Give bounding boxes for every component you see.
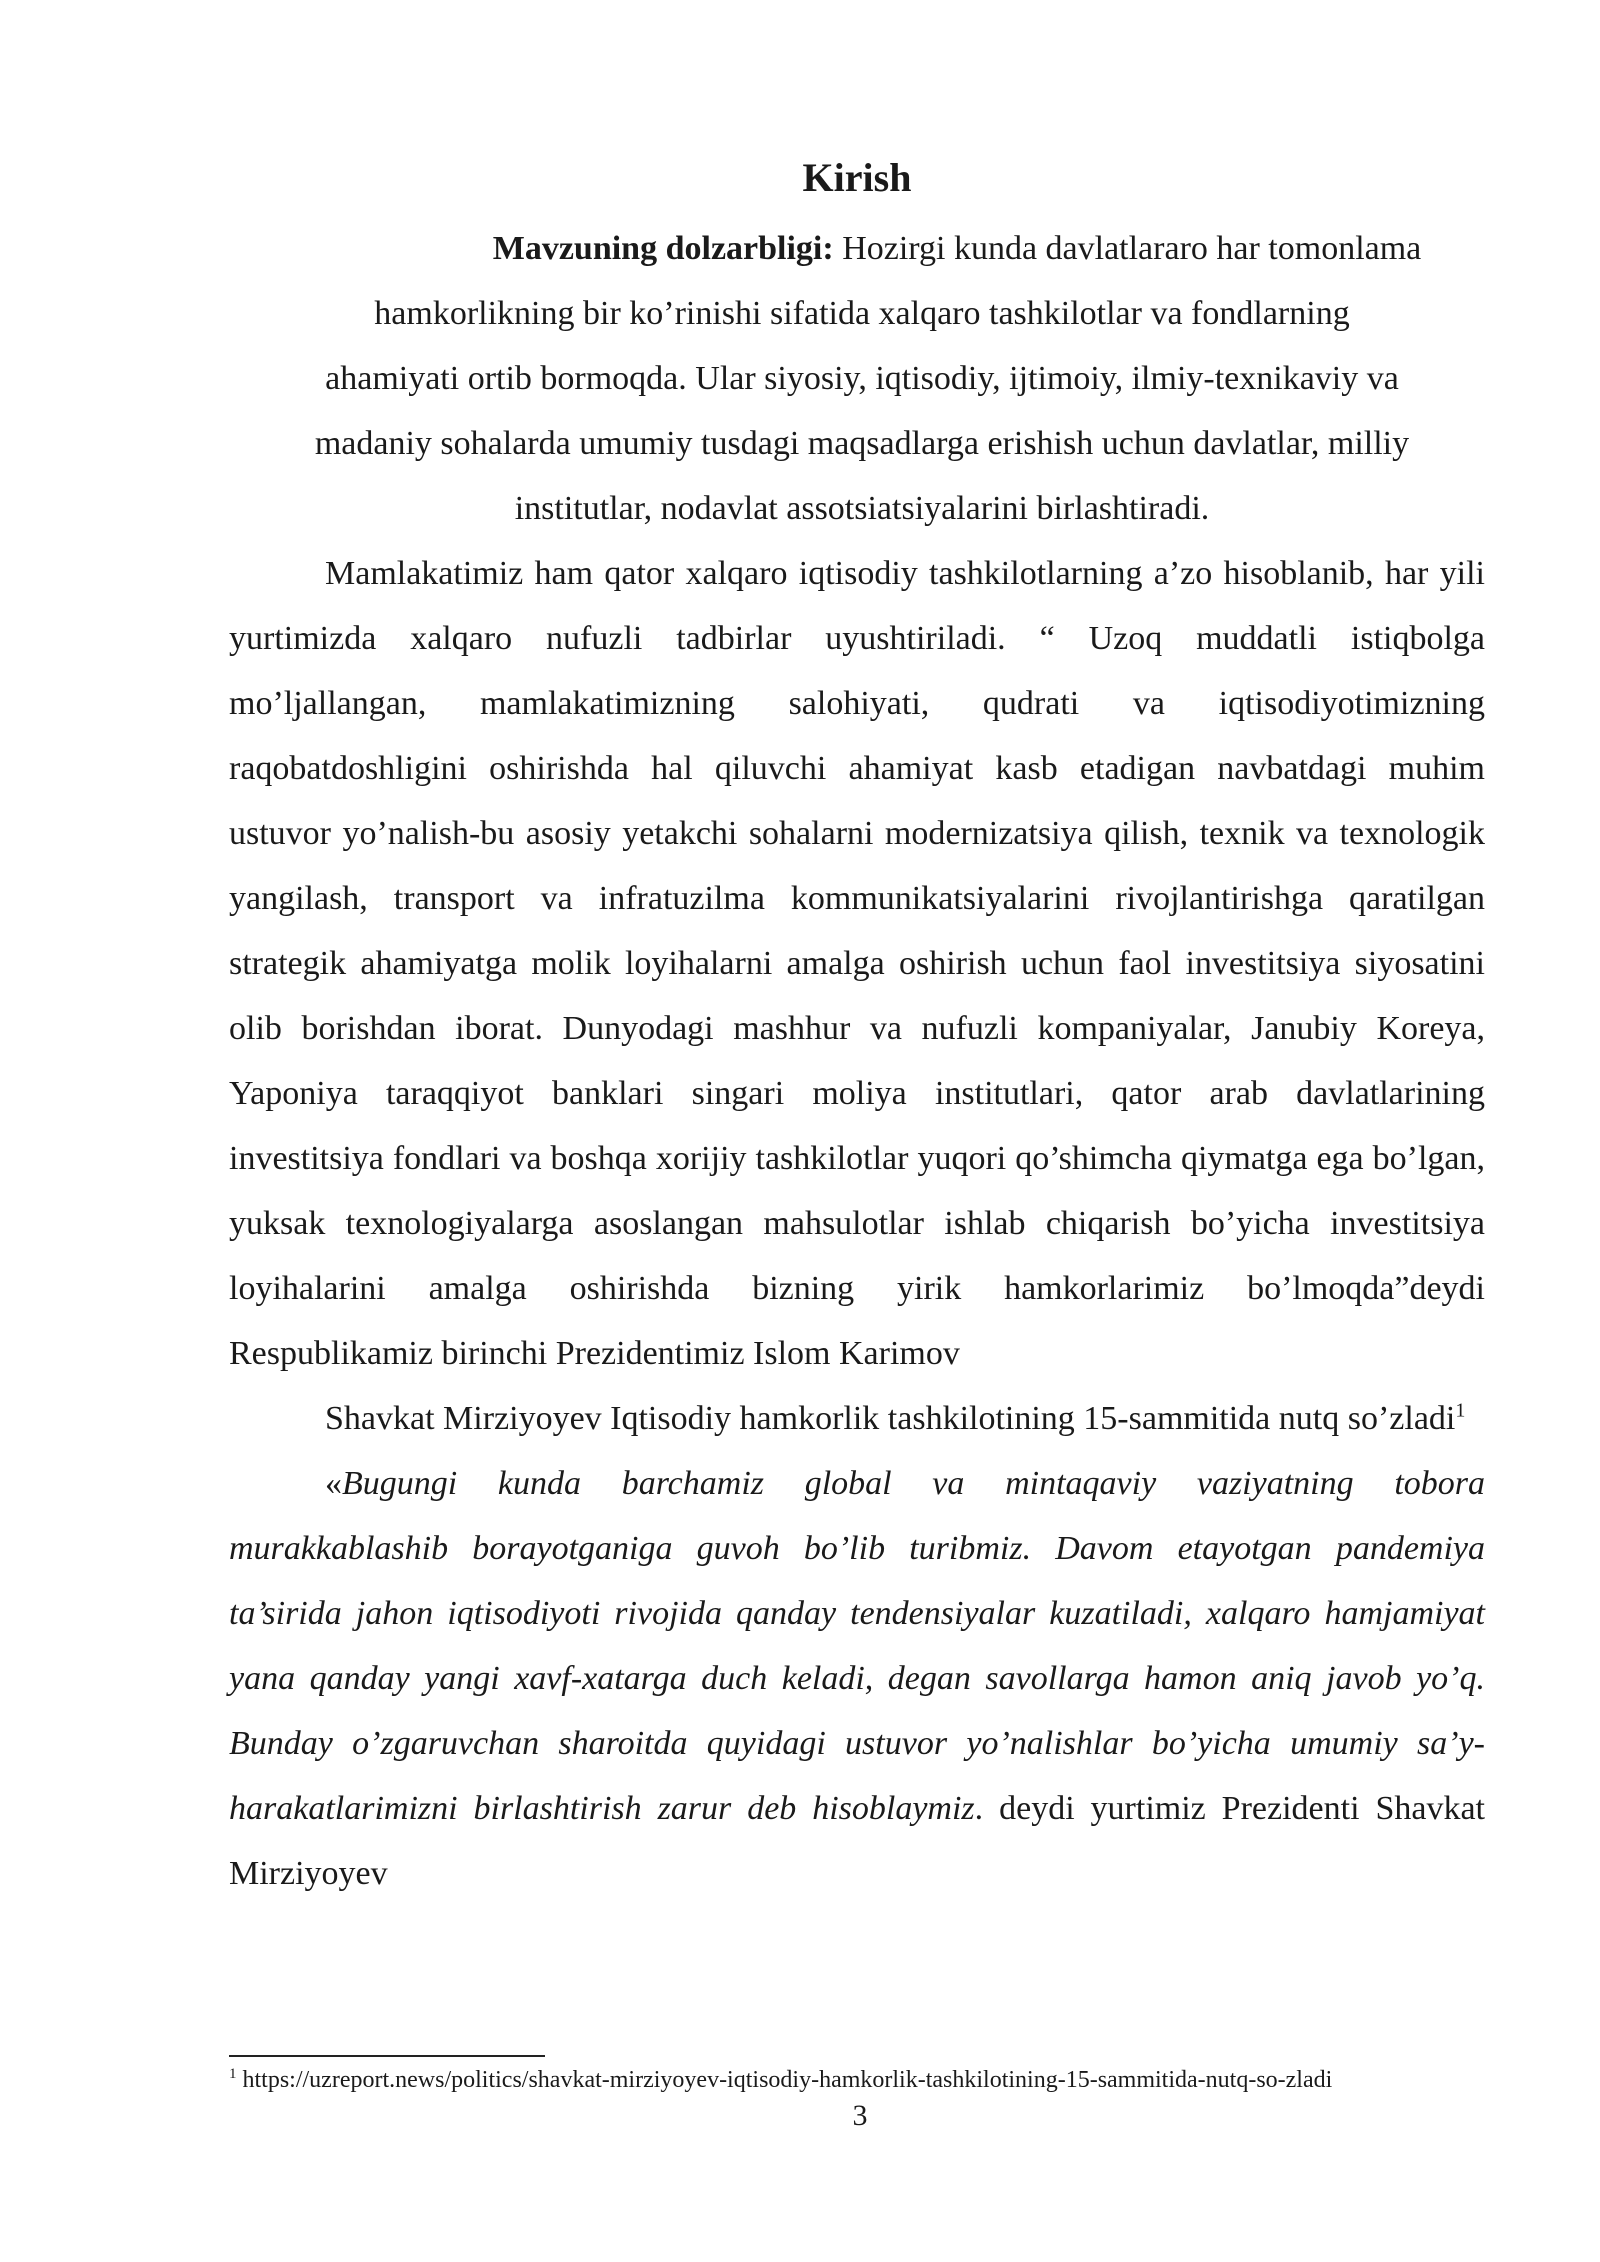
intro-lead: Mavzuning dolzarbligi: <box>492 230 834 267</box>
intro-line-2: hamkorlikning bir ko’rinishi sifatida xalqaro tashkilotlar va fondlarning <box>374 295 1350 332</box>
paragraph-karimov-quote: Mamlakatimiz ham qator xalqaro iqtisodiy tashkilotlarning a’zo hisoblanib, har yili yurtimizda xalqaro nufuzli tadbirlar uyushtiriladi. “ Uzoq muddatli istiqbolga mo’ljallangan, mamlakatimizning salohiyati, qudrati va iqtisodiyotimizning raqobatdoshligini oshirishda hal qiluvchi ahamiyat kasb etadigan navbatdagi muhim ustuvor yo’nalish-bu asosiy yetakchi sohalarni modernizatsiya qilish, texnik va texnologik yangilash, transport va infratuzilma kommunikatsiyalarini rivojlantirishga qaratilgan strategik ahamiyatga molik loyihalarni amalga oshirish uchun faol investitsiya siyosatini olib borishdan iborat. Dunyodagi mashhur va nufuzli kompaniyalar, Janubiy Koreya, Yaponiya taraqqiyot banklari singari moliya institutlari, qator arab davlatlarining investitsiya fondlari va boshqa xorijiy tashkilotlar yuqori qo’shimcha qiymatga ega bo’lgan, yuksak texnologiyalarga asoslangan mahsulotlar ishlab chiqarish bo’yicha investitsiya loyihalarini amalga oshirishda bizning yirik hamkorlarimiz bo’lmoqda”deydi Respublikamiz birinchi Prezidentimiz Islom Karimov <box>229 555 1485 1372</box>
footnote-reference[interactable]: 1 <box>1455 1399 1466 1422</box>
paragraph-summit <box>229 1386 1485 1451</box>
intro-block <box>229 216 1485 541</box>
footnote-separator <box>229 2055 545 2057</box>
intro-line-5: institutlar, nodavlat assotsiatsiyalarini birlashtiradi. <box>514 490 1210 527</box>
document-page <box>229 140 1485 1906</box>
intro-line-3: ahamiyati ortib bormoqda. Ular siyosiy, iqtisodiy, ijtimoiy, ilmiy-texnikaviy va <box>325 360 1399 397</box>
quote-open-mark: « <box>325 1465 342 1502</box>
footnote-link[interactable]: https://uzreport.news/politics/shavkat-mirziyoyev-iqtisodiy-hamkorlik-tashkilotining-15-sammitida-nutq-so-zladi <box>236 2067 1333 2093</box>
intro-line-1 <box>229 216 1485 281</box>
page-number: 3 <box>852 2099 868 2132</box>
page-title: Kirish <box>802 155 912 200</box>
footnote <box>229 2064 1529 2096</box>
intro-line-4: madaniy sohalarda umumiy tusdagi maqsadlarga erishish uchun davlatlar, milliy <box>314 425 1410 462</box>
paragraph-mirziyoyev-quote <box>229 1451 1485 1906</box>
footnote-marker: 1 <box>229 2066 237 2082</box>
intro-line-1-text: Hozirgi kunda davlatlararo har tomonlama <box>833 230 1422 267</box>
quote-attribution: . deydi yurtimiz Prezidenti Shavkat Mirziyoyev <box>229 1790 1485 1892</box>
quote-text: Bugungi kunda barchamiz global va mintaqaviy vaziyatning tobora murakkablashib borayotganiga guvoh bo’lib turibmiz. Davom etayotgan pandemiya ta’sirida jahon iqtisodiyoti rivojida qanday tendensiyalar kuzatiladi, xalqaro hamjamiyat yana qanday yangi xavf-xatarga duch keladi, degan savollarga hamon aniq javob yo’q. Bunday o’zgaruvchan sharoitda quyidagi ustuvor yo’nalishlar bo’yicha umumiy sa’y-harakatlarimizni birlashtirish zarur deb hisoblaymiz <box>229 1465 1485 1827</box>
paragraph-summit-text: Shavkat Mirziyoyev Iqtisodiy hamkorlik tashkilotining 15-sammitida nutq so’zladi <box>325 1400 1456 1437</box>
